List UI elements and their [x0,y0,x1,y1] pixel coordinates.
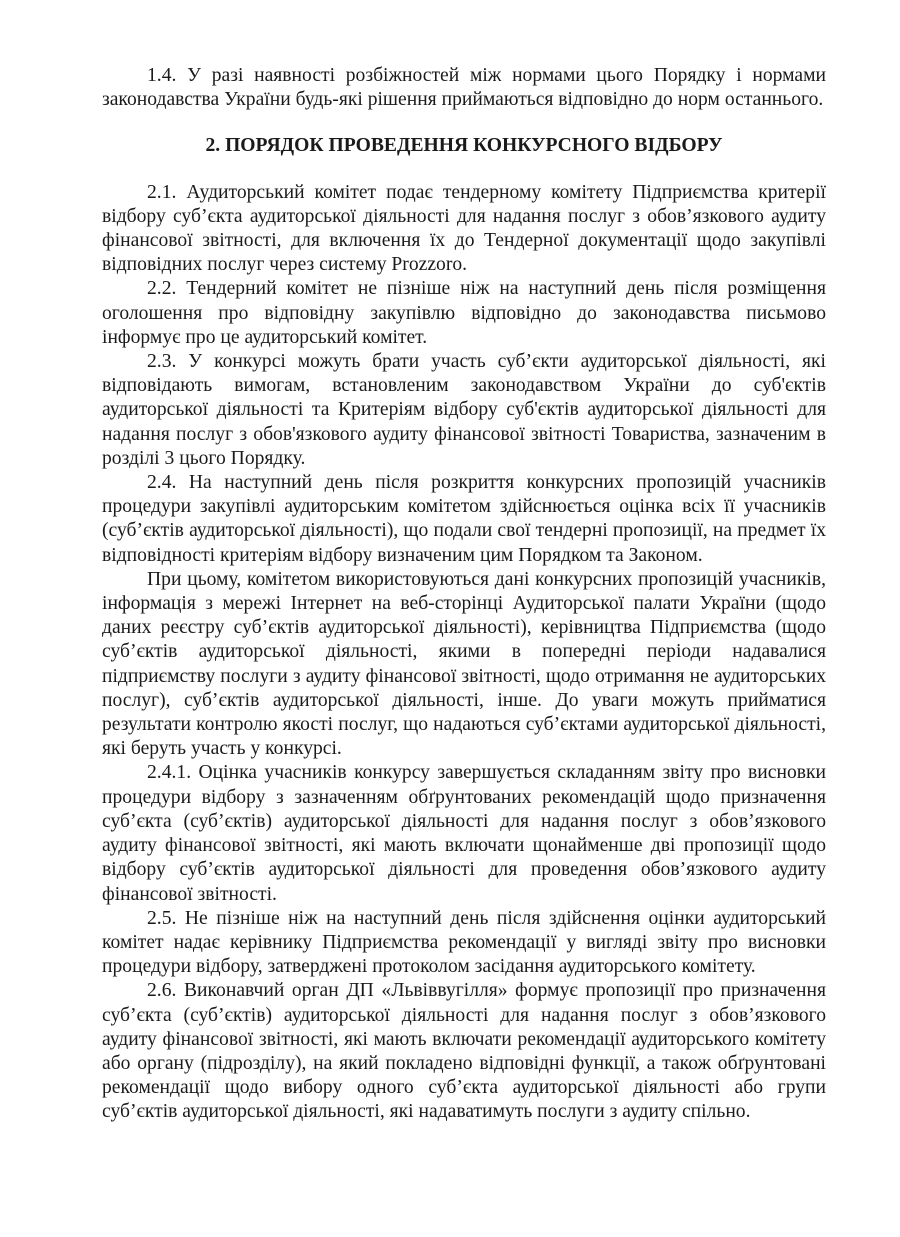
paragraph-2-4-1: 2.4.1. Оцінка учасників конкурсу завершується складанням звіту про висновки процедури відбору з зазначенням обґрунтованих рекомендацій щодо призначення суб’єкта (суб’єктів) аудиторської діяльності для надання послуг з обов’язкового аудиту фінансової звітності, які мають включати щонайменше дві пропозиції щодо відбору суб’єктів аудиторської діяльності для проведення обов’язкового аудиту фінансової звітності. [102,762,826,905]
document-body [102,64,826,1125]
paragraph-1-4: 1.4. У разі наявності розбіжностей між нормами цього Порядку і нормами законодавства України будь-які рішення приймаються відповідно до норм останнього. [102,65,826,111]
paragraph-2-1: 2.1. Аудиторський комітет подає тендерному комітету Підприємства критерії відбору суб’єкта аудиторської діяльності для надання послуг з обов’язкового аудиту фінансової звітності, для включення їх до Тендерної документації щодо закупівлі відповідних послуг через систему Prozzoro. [102,181,826,276]
paragraph-2-4: 2.4. На наступний день після розкриття конкурсних пропозицій учасників процедури закупівлі аудиторським комітетом здійснюється оцінка всіх її учасників (суб’єктів аудиторської діяльності), що подали свої тендерні пропозиції, на предмет їх відповідності критеріям відбору визначеним цим Порядком та Законом. [102,472,826,566]
paragraph-2-2: 2.2. Тендерний комітет не пізніше ніж на наступний день після розміщення оголошення про відповідну закупівлю відповідно до законодавства письмово інформує про це аудиторський комітет. [102,278,826,348]
section-2-title: 2. ПОРЯДОК ПРОВЕДЕННЯ КОНКУРСНОГО ВІДБОРУ [205,135,723,157]
paragraph-2-6: 2.6. Виконавчий орган ДП «Львіввугілля» формує пропозиції про призначення суб’єкта (суб’єктів) аудиторської діяльності для надання послуг з обов’язкового аудиту фінансової звітності, які мають включати рекомендації аудиторського комітету або органу (підрозділу), на який покладено відповідні функції, а також обґрунтовані рекомендації щодо вибору одного суб’єкта аудиторської діяльності або групи суб’єктів аудиторської діяльності, які надаватимуть послуги з аудиту спільно. [102,980,826,1123]
paragraph-2-3: 2.3. У конкурсі можуть брати участь суб’єкти аудиторської діяльності, які відповідають вимогам, встановленим законодавством України до суб'єктів аудиторської діяльності та Критеріям відбору суб'єктів аудиторської діяльності для надання послуг з обов'язкового аудиту фінансової звітності Товариства, зазначеним в розділі 3 цього Порядку. [102,351,826,469]
paragraph-2-5: 2.5. Не пізніше ніж на наступний день після здійснення оцінки аудиторський комітет надає керівнику Підприємства рекомендації у вигляді звіту про висновки процедури відбору, затверджені протоколом засідання аудиторського комітету. [102,907,826,978]
paragraph-2-4-continued: При цьому, комітетом використовуються дані конкурсних пропозицій учасників, інформація з мережі Інтернет на веб-сторінці Аудиторської палати України (щодо даних реєстру суб’єктів аудиторської діяльності), керівництва Підприємства (щодо суб’єктів аудиторської діяльності, якими в попередні періоди надавалися підприємству послуги з аудиту фінансової звітності, щодо отримання не аудиторських послуг), суб’єктів аудиторської діяльності, інше. До уваги можуть прийматися результати контролю якості послуг, що надаються суб’єктами аудиторської діяльності, які беруть участь у конкурсі. [102,568,826,760]
